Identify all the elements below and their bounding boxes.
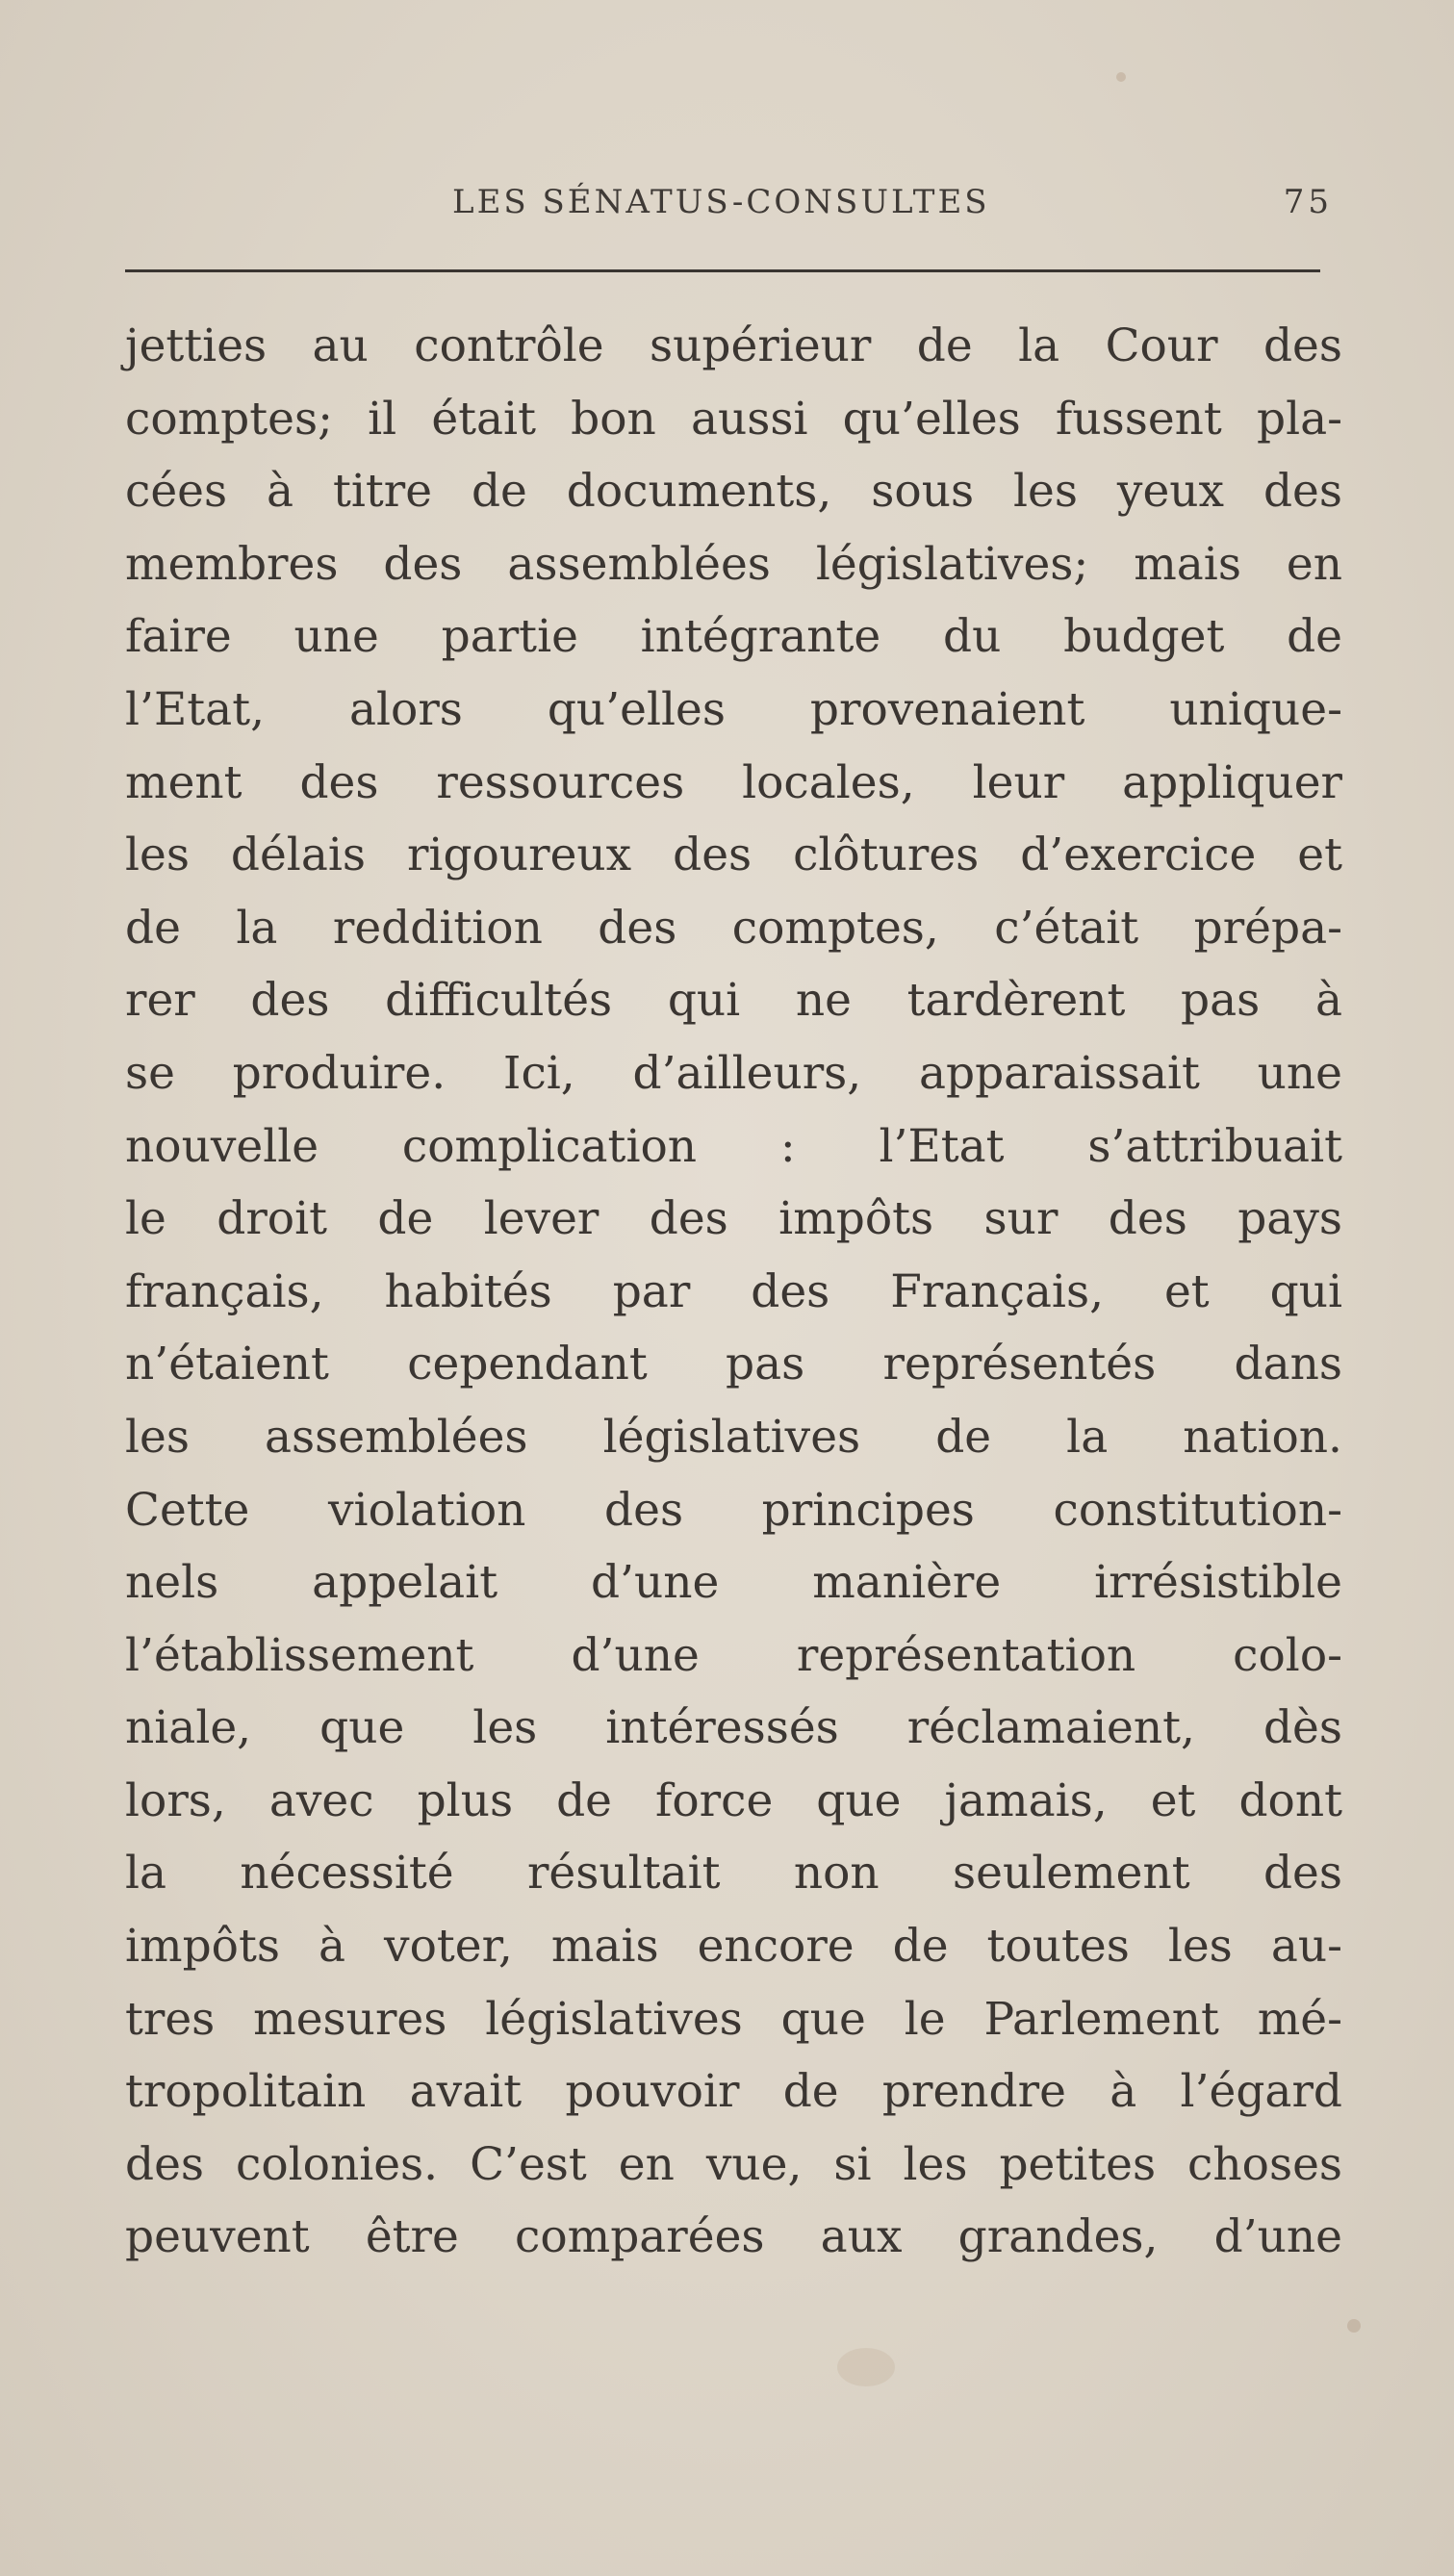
text-line: l’Etat, alors qu’elles provenaient unique- — [125, 682, 1342, 736]
text-line: peuvent être comparées aux grandes, d’une — [125, 2210, 1342, 2264]
text-line: membres des assemblées législatives; mais en — [125, 537, 1342, 591]
running-head — [125, 183, 1333, 241]
text-line: jetties au contrôle supérieur de la Cour des — [125, 319, 1342, 372]
paper-stain — [1347, 2319, 1361, 2333]
text-line: lors, avec plus de force que jamais, et dont — [125, 1773, 1342, 1827]
text-line: rer des difficultés qui ne tardèrent pas à — [125, 974, 1342, 1028]
text-line: nouvelle complication : l’Etat s’attribuait — [125, 1119, 1342, 1173]
text-line: la nécessité résultait non seulement des — [125, 1847, 1342, 1900]
text-line: les délais rigoureux des clôtures d’exercice et — [125, 829, 1342, 882]
text-line: français, habités par des Français, et qui — [125, 1264, 1342, 1318]
text-line: n’étaient cependant pas représentés dans — [125, 1338, 1342, 1391]
header-rule — [125, 269, 1320, 272]
paper-stain — [837, 2348, 895, 2386]
text-line: Cette violation des principes constitution- — [125, 1483, 1342, 1537]
text-line: l’établissement d’une représentation colo- — [125, 1628, 1342, 1682]
text-line: nels appelait d’une manière irrésistible — [125, 1556, 1342, 1610]
text-line: comptes; il était bon aussi qu’elles fussent pla- — [125, 392, 1342, 446]
text-line: les assemblées législatives de la nation. — [125, 1410, 1342, 1464]
text-line: niale, que les intéressés réclamaient, dès — [125, 1701, 1342, 1755]
text-line: le droit de lever des impôts sur des pays — [125, 1192, 1342, 1246]
text-line: de la reddition des comptes, c’était prépa- — [125, 901, 1342, 955]
text-line: des colonies. C’est en vue, si les petites choses — [125, 2137, 1342, 2191]
text-line: impôts à voter, mais encore de toutes les au- — [125, 1920, 1342, 1974]
page-number: 75 — [1283, 183, 1333, 221]
text-line: tropolitain avait pouvoir de prendre à l’égard — [125, 2065, 1342, 2119]
running-head-title: LES SÉNATUS-CONSULTES — [452, 183, 990, 221]
text-line: faire une partie intégrante du budget de — [125, 610, 1342, 664]
paper-stain — [1116, 72, 1126, 82]
body-text — [125, 310, 1342, 2274]
text-line: cées à titre de documents, sous les yeux des — [125, 465, 1342, 519]
text-line: tres mesures législatives que le Parlement mé- — [125, 1992, 1342, 2046]
text-line: ment des ressources locales, leur appliquer — [125, 755, 1342, 809]
text-line: se produire. Ici, d’ailleurs, apparaissait une — [125, 1046, 1342, 1100]
